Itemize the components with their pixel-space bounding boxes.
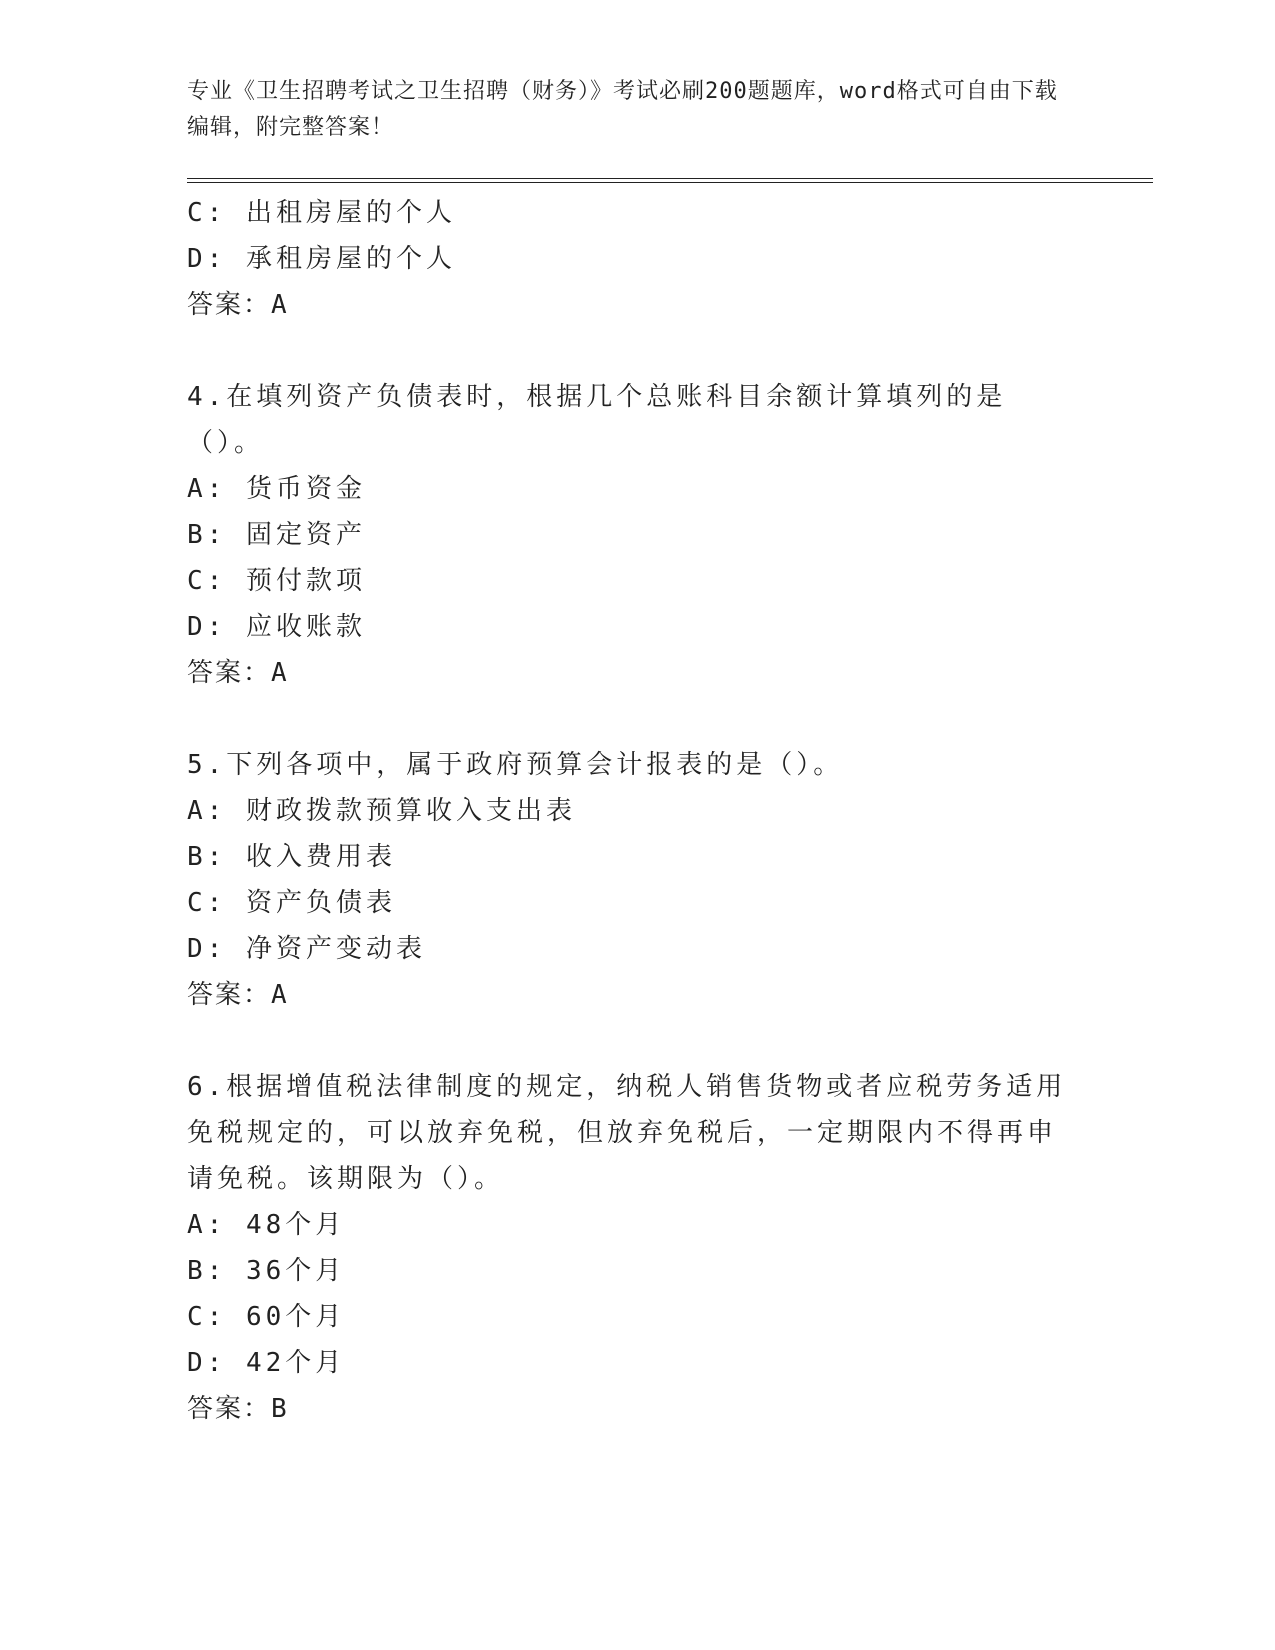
answer-line xyxy=(187,282,1067,328)
option-text: 收入费用表 xyxy=(245,842,396,872)
option-line: D: 承租房屋的个人 xyxy=(187,244,456,274)
option-line: B: 36个月 xyxy=(187,1256,346,1286)
answer-label: 答案： xyxy=(187,1394,272,1424)
header-rule-top xyxy=(187,178,1153,179)
option-letter: D xyxy=(187,612,207,642)
option-letter: B xyxy=(187,520,207,550)
option-letter: B xyxy=(187,1256,207,1286)
answer-value: A xyxy=(271,658,289,688)
option-line: B: 固定资产 xyxy=(187,520,366,550)
option-line: A: 财政拨款预算收入支出表 xyxy=(187,796,576,826)
option-line: C: 出租房屋的个人 xyxy=(187,198,456,228)
option-letter: C xyxy=(187,1302,207,1332)
question-stem: 4.在填列资产负债表时，根据几个总账科目余额计算填列的是（）。 xyxy=(187,382,1007,458)
question-block xyxy=(187,374,1067,696)
option-text: 财政拨款预算收入支出表 xyxy=(245,796,576,826)
answer-label: 答案： xyxy=(187,658,272,688)
option-letter: A xyxy=(187,1210,207,1240)
answer-value: B xyxy=(271,1394,289,1424)
answer-line xyxy=(187,972,1067,1018)
option-text: 应收账款 xyxy=(245,612,366,642)
option-line: B: 收入费用表 xyxy=(187,842,396,872)
option-letter: C xyxy=(187,566,207,596)
answer-line xyxy=(187,1386,1067,1432)
option-line: D: 净资产变动表 xyxy=(187,934,426,964)
option-text: 承租房屋的个人 xyxy=(245,244,456,274)
option-letter: C xyxy=(187,198,207,228)
option-text: 48个月 xyxy=(245,1210,346,1240)
answer-value: A xyxy=(271,290,289,320)
document-header: 专业《卫生招聘考试之卫生招聘（财务）》考试必刷200题题库，word格式可自由下载编辑，附完整答案！ xyxy=(187,79,1058,140)
partial-question xyxy=(187,190,1067,328)
question-block xyxy=(187,1064,1067,1432)
answer-value: A xyxy=(271,980,289,1010)
option-line: A: 48个月 xyxy=(187,1210,346,1240)
question-content xyxy=(187,190,1067,1478)
option-text: 42个月 xyxy=(245,1348,346,1378)
option-letter: D xyxy=(187,934,207,964)
option-letter: D xyxy=(187,244,207,274)
option-letter: A xyxy=(187,796,207,826)
option-text: 36个月 xyxy=(245,1256,346,1286)
question-block xyxy=(187,742,1067,1018)
question-stem: 5.下列各项中，属于政府预算会计报表的是（）。 xyxy=(187,750,844,780)
header-rule-bottom xyxy=(187,182,1153,183)
answer-label: 答案： xyxy=(187,290,272,320)
option-text: 资产负债表 xyxy=(245,888,396,918)
answer-line xyxy=(187,650,1067,696)
option-text: 货币资金 xyxy=(245,474,366,504)
option-text: 固定资产 xyxy=(245,520,366,550)
option-letter: D xyxy=(187,1348,207,1378)
option-line: C: 60个月 xyxy=(187,1302,346,1332)
option-text: 净资产变动表 xyxy=(245,934,426,964)
option-text: 60个月 xyxy=(245,1302,346,1332)
question-stem: 6.根据增值税法律制度的规定，纳税人销售货物或者应税劳务适用免税规定的，可以放弃免税，但放弃免税后，一定期限内不得再申请免税。该期限为（）。 xyxy=(187,1072,1067,1194)
option-letter: A xyxy=(187,474,207,504)
option-letter: B xyxy=(187,842,207,872)
option-text: 预付款项 xyxy=(245,566,366,596)
option-line: C: 预付款项 xyxy=(187,566,366,596)
option-text: 出租房屋的个人 xyxy=(245,198,456,228)
option-line: D: 应收账款 xyxy=(187,612,366,642)
answer-label: 答案： xyxy=(187,980,272,1010)
option-line: D: 42个月 xyxy=(187,1348,346,1378)
option-line: A: 货币资金 xyxy=(187,474,366,504)
option-line: C: 资产负债表 xyxy=(187,888,396,918)
option-letter: C xyxy=(187,888,207,918)
